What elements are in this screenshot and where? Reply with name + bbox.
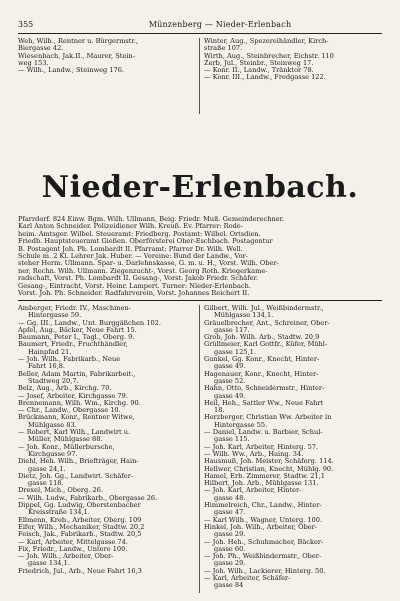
intro-line: Schule m. 2 Kl. Lehrer Jak. Huber. — Vereine: Bund der Landw., Vor-: [18, 253, 248, 261]
entry-line: Mühlgasse 83.: [28, 421, 77, 429]
top-column-divider: [199, 38, 200, 114]
entry-line: Hintergasse 59.: [28, 312, 82, 320]
entry-line: Brennemann, Wilh. Wm., Kirchg. 90.: [18, 399, 141, 407]
entry-line: gasse 125,1.: [214, 348, 256, 356]
entry-line: Kirchgasse 97.: [28, 450, 78, 458]
entry-line: Beller, Adam Martin, Fabrikarbeit.,: [18, 370, 136, 378]
entry-line: 18.: [214, 407, 225, 415]
intro-line: Gesang-, Eintracht, Vorst. Heinr. Lampert. Turner: Nieder-Erlenbach.: [18, 282, 251, 290]
entry-line: Gilbert, Wilh. Jul., Weißbindermstr.,: [204, 305, 324, 312]
entry-line: Grüllmeier, Karl Gottfr., Küfer, Mühl-: [204, 341, 328, 349]
entry-line: — Konr. III., Landw., Fredgasse 122.: [204, 74, 326, 82]
top-left-column: [18, 38, 194, 74]
entry-line: gasse 117.: [214, 326, 250, 334]
entry-line: Hintergasse 55.: [214, 421, 268, 429]
page-header: [18, 20, 382, 32]
entry-line: gasse 29.: [214, 560, 246, 568]
intro-line: ner, Rechn. Wilh. Ullmann. Ziegenzucht-, Vorst. Georg Roth. Kriegerkame-: [18, 267, 268, 275]
entry-line: gasse 48.: [214, 494, 246, 502]
entry-line: Gunkel, Gg. Konr., Knecht, Hinter-: [204, 356, 320, 364]
entry-line: Hainpfad 21.: [28, 348, 72, 356]
running-title: Münzenberg — Nieder-Erlenbach: [148, 20, 292, 29]
entry-line: gasse 24,1.: [28, 465, 66, 473]
entry-line: Hausmuß, Joh. Meister, Schäferg. 114.: [204, 458, 334, 466]
entry-line: — Chr., Landw., Obergasse 10.: [18, 407, 121, 415]
entry-line: — Joh. Wilh., Lackierer, Hinterg. 50.: [204, 567, 326, 575]
entry-line: — Gg. III., Landw., Unt. Burggäßchen 102.: [18, 319, 161, 327]
entry-line: gasse 84: [214, 582, 244, 590]
entry-line: — Joh. Heh., Schuhmacher, Bäcker-: [204, 538, 324, 546]
entry-line: — Daniel, Landw. u. Barbier, Schul-: [204, 429, 323, 437]
entry-line: gasse 29.: [214, 531, 246, 539]
entry-line: Biergasse 42.: [18, 45, 64, 53]
intro-line: Vorst. Joh. Ph. Schneider. Radfahrverein, Vorst. Johannes Reichert II.: [18, 290, 250, 298]
entry-line: Amberger, Friedr. IV., Maschinen-: [18, 305, 131, 312]
entry-line: — Joh. Konr., Müllerbursche,: [18, 443, 115, 451]
entry-line: Dippel, Gg. Ludwig, Oberstenbacher: [18, 502, 141, 510]
entry-line: Hinkel, Joh. Wilh., Arbeiter, Ober-: [204, 523, 317, 531]
main-column-divider: [199, 305, 200, 593]
header-rule: [18, 33, 382, 34]
entry-line: Fix, Friedr., Landw., Untere 100.: [18, 545, 128, 553]
entry-line: gasse 60.: [214, 545, 246, 553]
entry-line: Belz, Aug., Arb., Kirchg. 70.: [18, 385, 112, 393]
right-directory-column: [204, 305, 382, 590]
entry-line: — Wilh., Landw., Steinweg 176.: [18, 67, 124, 75]
entry-line: Zerb, Jul., Steinbr., Steinweg 17.: [204, 59, 314, 67]
entry-line: — Wilh. Ludw., Fabrikarb., Obergasse 26.: [18, 494, 158, 502]
entry-line: Hamel, Erb. Zimmerer, Stadtw. 21,1: [204, 472, 325, 480]
entry-line: — Joh. Ph., Weißbindermstr., Ober-: [204, 553, 322, 561]
entry-line: gasse 115.: [214, 436, 250, 444]
entry-line: — Konr. II., Landw., Tränktor 78.: [204, 67, 314, 75]
entry-line: Wirth, Aug., Steinbrecher, Eichstr. 110: [204, 52, 334, 60]
entry-line: Feisch, Jak., Fabrikarb., Stadtw. 20,5: [18, 531, 142, 539]
entry-line: Eifer, Wilh., Mechaniker, Stadtw. 20,2: [18, 523, 145, 531]
intro-line: B. Postagent Joh. Ph. Lombardt II. Pfarramt: Pfarrer Dr. Wilh. Well.: [18, 245, 243, 253]
entry-line: weg 153.: [18, 59, 49, 67]
entry-line: — Karl, Arbeiter, Mittelgasse 74.: [18, 538, 128, 546]
entry-line: — Joh. Karl, Arbeiter, Hinter-: [204, 487, 302, 495]
entry-line: gasse 52.: [214, 377, 246, 385]
entry-line: Hellwer, Christian, Knecht, Mühlg. 90.: [204, 465, 334, 473]
entry-line: Gräuelbrecher, Ant., Schreiner, Ober-: [204, 319, 330, 327]
entry-line: Brückmann, Konr., Rentner Witwe,: [18, 414, 135, 422]
intro-rule: [18, 300, 382, 301]
intro-line: Friedb. Hauptsteueramt Gießen. Oberförsterei Ober-Eschbach. Postagentur: [18, 238, 273, 246]
entry-line: — Karl Wilh., Wagner, Unterg. 100.: [204, 516, 323, 524]
entry-line: Fahrt 16,8.: [28, 363, 65, 371]
entry-line: Hagenauer, Konr., Knecht, Hinter-: [204, 370, 319, 378]
entry-line: — Wilh. Ww., Arb., Haing. 34.: [204, 450, 304, 458]
entry-line: gasse 47.: [214, 509, 246, 517]
entry-line: Hahn, Otto, Schneidermstr., Hinter-: [204, 385, 325, 393]
entry-line: — Joh. Wilh., Fabrikarb., Neue: [18, 356, 121, 364]
intro-line: Pfarrdorf. 824 Einw. Bgm. Wilh. Ullmann, Beig. Friedr. Muß. Gemeinderechner.: [18, 216, 285, 223]
intro-line: radschaft, Vorst. Ph. Lombardt II. Gesang-, Vorst. Jakob Friedr. Schäfer.: [18, 275, 259, 283]
entry-line: Weh, Wilh., Rentner u. Bürgermstr.,: [18, 38, 139, 45]
entry-line: Müller, Mühlgasse 88.: [28, 436, 103, 444]
entry-line: gasse 134,1.: [28, 560, 70, 568]
entry-line: Ellmenn, Kreb., Arbeiter, Oberg. 109: [18, 516, 142, 524]
entry-line: Drexel, Mich., Oberg. 26.: [18, 487, 103, 495]
entry-line: gasse 118.: [28, 480, 64, 488]
entry-line: Baumert, Friedr., Fruchthändler,: [18, 341, 128, 349]
entry-line: Herzberger, Christian Ww. Arbeiter in: [204, 414, 332, 422]
section-title: Nieder-Erlenbach.: [41, 170, 359, 205]
intro-line: Karl Anton Schneider. Polizeidiener Wilh. Kreuß. Ev. Pfarrer: Rode-: [18, 223, 243, 231]
entry-line: — Robert, Karl Wilh., Landwirt u.: [18, 429, 131, 437]
entry-line: Friedrich, Jul., Arb., Neue Fahrt 16,3: [18, 567, 142, 575]
entry-line: — Karl, Arbeiter, Schäfer-: [204, 574, 291, 582]
entry-line: Apfel, Aug., Bäcker, Neue Fahrt 15.: [18, 326, 137, 334]
entry-line: Grob, Joh. Wilh. Arb., Stadtw. 20,9: [204, 334, 320, 342]
page-number: 355: [18, 20, 34, 29]
entry-line: Hilbert, Joh. Arb., Mühlgasse 131.: [204, 480, 319, 488]
entry-line: Winter, Aug., Spezereihändler, Kirch-: [204, 38, 329, 45]
entry-line: straße 107.: [204, 45, 243, 53]
entry-line: Diehl, Heh. Wilh., Briefträger, Hain-: [18, 458, 139, 466]
entry-line: Heil, Heh., Sattler Ww., Neue Fahrt: [204, 399, 324, 407]
entry-line: — Josef, Arbeiter, Kirchgasse 79.: [18, 392, 128, 400]
entry-line: Stadtweg 20,7.: [28, 377, 79, 385]
entry-line: Himmelreich, Chr., Landw., Hinter-: [204, 502, 322, 510]
entry-line: Baumann, Peter I., Tagl., Oberg. 9.: [18, 334, 135, 342]
intro-line: heim. Amtsger. Wilbel. Steueramt: Friedberg. Postamt: Wilbel. Ortsdien.: [18, 230, 261, 238]
top-right-column: [204, 38, 382, 82]
entry-line: Mühlgasse 134,1.: [214, 312, 274, 320]
entry-line: — Joh. Karl, Arbeiter, Hinterg. 57.: [204, 443, 319, 451]
intro-line: steher Herm. Ullmann. Spar- u. Darlehnskasse, G. m. u. H., Vorst. Wilh. Ober-: [18, 260, 279, 268]
intro-paragraph: [18, 216, 382, 297]
entry-line: gasse 49.: [214, 363, 246, 371]
entry-line: — Joh. Wilh., Arbeiter, Ober-: [18, 553, 114, 561]
entry-line: gasse 49.: [214, 392, 246, 400]
entry-line: Kreisstraße 134,1.: [28, 509, 90, 517]
left-directory-column: [18, 305, 194, 575]
entry-line: Wiesenbach, Jak.II., Maurer, Stein-: [18, 52, 135, 60]
entry-line: Dietz, Joh. Gg., Landwirt. Schäfer-: [18, 472, 134, 480]
